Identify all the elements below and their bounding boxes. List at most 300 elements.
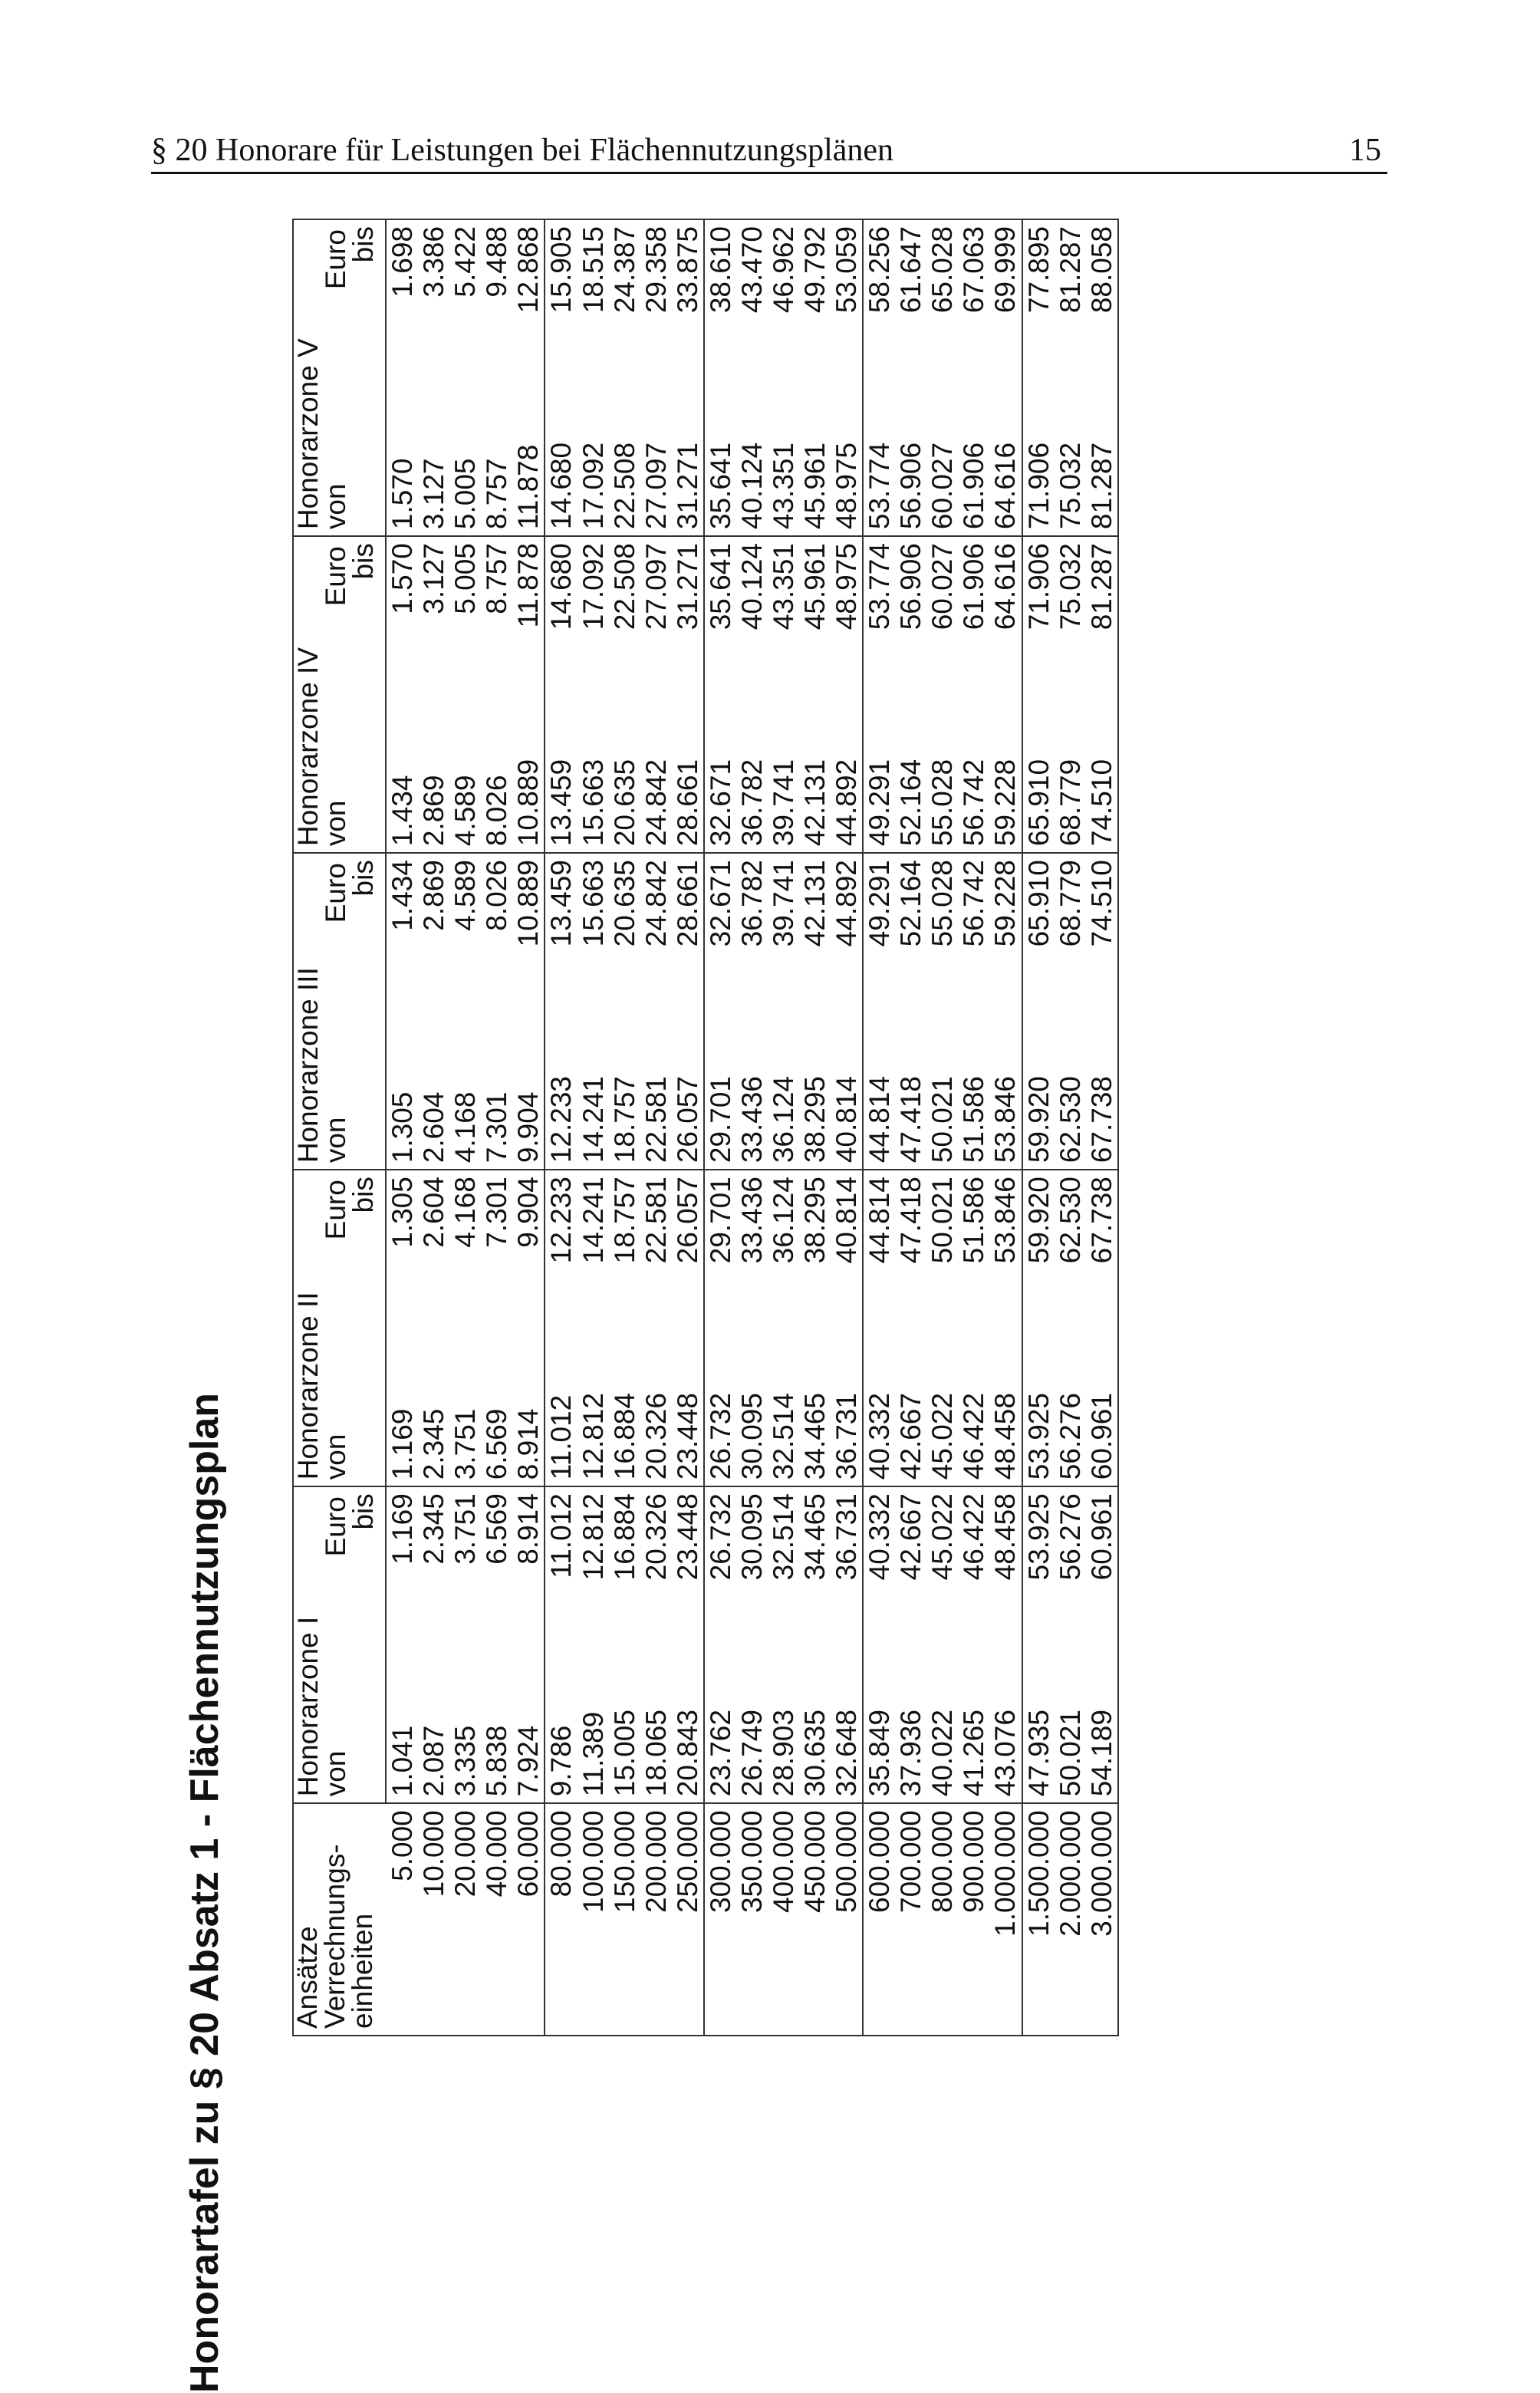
von-cell: 47.418 [895,1012,926,1170]
bis-cell: 64.616 [989,543,1022,630]
bis-cell: 36.731 [831,1493,863,1581]
bis-cell: 60.027 [926,543,959,630]
fee-table-rotated [292,219,1119,2036]
bis-cell: 60.961 [1086,1486,1118,1645]
von-cell: 1.434 [386,695,418,854]
bis-cell: 6.569 [481,1493,513,1565]
von-cell: 51.586 [958,1012,989,1170]
bis-cell: 53.774 [863,536,895,695]
von-cell: 24.842 [640,695,672,854]
bis-cell: 44.814 [863,1170,895,1328]
ansatz-cell: 300.000 [704,1803,736,2036]
von-cell: 4.168 [449,1012,481,1170]
bis-cell: 67.738 [1086,1170,1118,1328]
bis-header [322,1486,386,1645]
bis-cell: 8.757 [481,543,513,614]
von-cell: 29.701 [704,1012,736,1170]
von-cell: 71.906 [1022,378,1055,537]
bis-cell: 38.295 [798,1177,831,1264]
von-cell: 43.076 [989,1645,1022,1804]
bis-cell: 3.386 [418,226,450,298]
bis-cell: 29.358 [640,226,672,314]
ansatz-cell: 5.000 [386,1803,418,2036]
bis-cell: 39.741 [767,860,799,947]
von-cell: 2.087 [418,1645,449,1804]
bis-cell: 10.889 [512,860,545,947]
bis-cell: 48.458 [989,1493,1022,1581]
von-cell: 5.838 [481,1645,512,1804]
bis-cell: 43.470 [735,226,768,314]
ansatz-cell: 800.000 [926,1803,958,2036]
von-cell: 44.814 [863,1012,895,1170]
bis-cell: 65.028 [926,226,959,314]
von-cell: 40.332 [863,1328,895,1487]
table-row [640,219,672,2036]
euro-label: Euro [320,863,351,923]
von-cell: 43.351 [768,378,799,537]
table-row [863,219,895,2036]
bis-label: bis [347,860,379,897]
von-cell: 60.027 [926,378,958,537]
ansatz-cell: 350.000 [736,1803,768,2036]
bis-cell: 26.057 [671,1177,703,1264]
bis-cell: 56.742 [958,860,990,947]
von-cell: 3.127 [418,378,449,537]
ansatz-cell: 400.000 [768,1803,799,2036]
von-cell: 39.741 [768,695,799,854]
von-cell: 2.869 [418,695,449,854]
bis-cell: 45.961 [798,543,831,630]
bis-cell: 46.422 [958,1493,990,1581]
bis-cell: 7.301 [481,1177,513,1248]
von-cell: 36.782 [736,695,768,854]
von-cell: 7.301 [481,1012,512,1170]
von-cell: 56.276 [1055,1328,1086,1487]
bis-cell: 2.345 [418,1493,450,1565]
bis-cell: 12.233 [545,1170,577,1328]
bis-cell: 20.326 [640,1493,672,1581]
bis-cell: 47.418 [895,1177,927,1264]
table-row [418,219,449,2036]
von-label: von [320,483,351,530]
von-cell: 12.812 [578,1328,609,1487]
von-header [322,695,386,854]
bis-cell: 3.751 [449,1493,482,1565]
corner-label [293,1803,386,2036]
von-cell: 32.648 [831,1645,863,1804]
bis-cell: 14.680 [545,536,577,695]
running-header [151,129,1387,174]
von-cell: 36.124 [768,1012,799,1170]
von-cell: 1.169 [386,1328,418,1487]
bis-cell: 33.436 [735,1177,768,1264]
von-label: von [320,1433,351,1480]
table-row [831,219,863,2036]
ansatz-cell: 150.000 [609,1803,640,2036]
bis-cell: 81.287 [1054,226,1086,314]
bis-cell: 42.667 [895,1493,927,1581]
page-number: 15 [1349,133,1381,168]
von-cell: 56.742 [958,695,989,854]
von-cell: 23.762 [704,1645,736,1804]
bis-cell: 28.661 [671,860,703,947]
ansatz-cell: 500.000 [831,1803,863,2036]
table-row [386,219,418,2036]
von-cell: 16.884 [609,1328,640,1487]
bis-cell: 3.127 [418,543,450,614]
bis-cell: 8.026 [481,860,513,931]
von-cell: 8.914 [512,1328,545,1487]
von-label: von [320,1750,351,1797]
table-row [449,219,481,2036]
von-cell: 22.581 [640,1012,672,1170]
ansatz-cell: 20.000 [449,1803,481,2036]
von-cell: 46.422 [958,1328,989,1487]
bis-cell: 53.846 [989,1177,1022,1264]
bis-cell: 33.875 [671,226,703,314]
table-row [1022,219,1055,2036]
table-row [704,219,736,2036]
ansatz-cell: 3.000.000 [1086,1803,1118,2036]
von-cell: 65.910 [1022,695,1055,854]
bis-cell: 5.422 [449,226,482,298]
bis-cell: 35.641 [704,536,736,695]
von-cell: 3.751 [449,1328,481,1487]
bis-cell: 40.814 [831,1177,863,1264]
ansatz-cell: 1.000.000 [989,1803,1022,2036]
ansatz-cell: 60.000 [512,1803,545,2036]
bis-cell: 61.906 [958,543,990,630]
von-cell: 48.458 [989,1328,1022,1487]
bis-cell: 20.635 [608,860,640,947]
bis-cell: 22.508 [608,543,640,630]
von-cell: 26.749 [736,1645,768,1804]
bis-cell: 15.663 [577,860,609,947]
von-header [322,1645,386,1804]
von-cell: 32.514 [768,1328,799,1487]
header-row-sub [322,219,386,2036]
ansatz-cell: 1.500.000 [1022,1803,1055,2036]
bis-cell: 49.291 [863,853,895,1012]
von-cell: 8.026 [481,695,512,854]
von-cell: 11.878 [512,378,545,537]
bis-cell: 52.164 [895,860,927,947]
von-cell: 6.569 [481,1328,512,1487]
bis-cell: 11.012 [545,1486,577,1645]
table-row [799,219,831,2036]
von-cell: 20.635 [609,695,640,854]
von-cell: 1.305 [386,1012,418,1170]
table-row [609,219,640,2036]
bis-cell: 81.287 [1086,536,1118,695]
bis-cell: 17.092 [577,543,609,630]
bis-cell: 58.256 [863,219,895,378]
corner-label-line: Ansätze [291,1926,323,2029]
bis-cell: 34.465 [798,1493,831,1581]
von-cell: 31.271 [672,378,704,537]
bis-cell: 15.905 [545,219,577,378]
bis-cell: 31.271 [671,543,703,630]
bis-cell: 12.812 [577,1493,609,1581]
table-row [481,219,512,2036]
von-cell: 52.164 [895,695,926,854]
von-cell: 18.757 [609,1012,640,1170]
ansatz-cell: 700.000 [895,1803,926,2036]
von-cell: 62.530 [1055,1012,1086,1170]
table-row [1055,219,1086,2036]
von-cell: 53.925 [1022,1328,1055,1487]
ansatz-cell: 450.000 [799,1803,831,2036]
von-header [322,1012,386,1170]
von-cell: 15.663 [578,695,609,854]
bis-cell: 56.906 [895,543,927,630]
von-cell: 14.241 [578,1012,609,1170]
von-cell: 49.291 [863,695,895,854]
von-cell: 44.892 [831,695,863,854]
von-cell: 53.846 [989,1012,1022,1170]
bis-header [322,536,386,695]
ansatz-cell: 10.000 [418,1803,449,2036]
von-cell: 50.021 [926,1012,958,1170]
von-cell: 12.233 [545,1012,577,1170]
von-cell: 60.961 [1086,1328,1118,1487]
von-cell: 26.732 [704,1328,736,1487]
von-cell: 18.065 [640,1645,672,1804]
ansatz-cell: 100.000 [578,1803,609,2036]
von-cell: 22.508 [609,378,640,537]
bis-cell: 18.515 [577,226,609,314]
von-cell: 54.189 [1086,1645,1118,1804]
bis-cell: 16.884 [608,1493,640,1581]
von-cell: 8.757 [481,378,512,537]
bis-cell: 2.869 [418,860,450,931]
zone-header: Honorarzone V [293,219,322,536]
bis-cell: 71.906 [1022,536,1055,695]
bis-cell: 67.063 [958,226,990,314]
von-cell: 42.131 [799,695,831,854]
bis-header [322,219,386,378]
von-cell: 50.021 [1055,1645,1086,1804]
von-cell: 17.092 [578,378,609,537]
bis-cell: 1.305 [387,1177,419,1248]
table-row [736,219,768,2036]
bis-cell: 61.647 [895,226,927,314]
von-cell: 36.731 [831,1328,863,1487]
page-title: Honorartafel zu § 20 Absatz 1 - Flächennutzungsplan [183,1392,227,2393]
bis-cell: 38.610 [704,219,736,378]
bis-label: bis [347,1177,379,1213]
ansatz-cell: 200.000 [640,1803,672,2036]
bis-cell: 5.005 [449,543,482,614]
ansatz-cell: 80.000 [545,1803,577,2036]
von-cell: 42.667 [895,1328,926,1487]
table-row [768,219,799,2036]
von-cell: 13.459 [545,695,577,854]
euro-label: Euro [320,546,351,607]
bis-label: bis [347,1493,379,1530]
von-label: von [320,1117,351,1164]
von-cell: 3.335 [449,1645,481,1804]
ansatz-cell: 900.000 [958,1803,989,2036]
von-cell: 32.671 [704,695,736,854]
bis-cell: 1.434 [387,860,419,931]
bis-cell: 75.032 [1054,543,1086,630]
von-cell: 40.124 [736,378,768,537]
von-cell: 41.265 [958,1645,989,1804]
bis-cell: 77.895 [1022,219,1055,378]
von-label: von [320,800,351,847]
von-cell: 64.616 [989,378,1022,537]
von-cell: 9.786 [545,1645,577,1804]
von-cell: 20.326 [640,1328,672,1487]
bis-cell: 40.124 [735,543,768,630]
bis-cell: 29.701 [704,1170,736,1328]
ansatz-cell: 40.000 [481,1803,512,2036]
von-header [322,1328,386,1487]
corner-label-line: einheiten [347,1913,378,2029]
bis-cell: 27.097 [640,543,672,630]
von-cell: 37.936 [895,1645,926,1804]
von-cell: 2.604 [418,1012,449,1170]
table-row [926,219,958,2036]
von-cell: 9.904 [512,1012,545,1170]
bis-cell: 8.914 [512,1493,545,1565]
von-cell: 48.975 [831,378,863,537]
bis-cell: 62.530 [1054,1177,1086,1264]
von-cell: 20.843 [672,1645,704,1804]
table-row [989,219,1022,2036]
bis-cell: 9.904 [512,1177,545,1248]
bis-cell: 12.868 [512,226,545,314]
von-cell: 59.228 [989,695,1022,854]
ansatz-cell: 250.000 [672,1803,704,2036]
von-cell: 45.022 [926,1328,958,1487]
bis-cell: 51.586 [958,1177,990,1264]
bis-cell: 49.792 [798,226,831,314]
bis-cell: 22.581 [640,1177,672,1264]
von-cell: 30.095 [736,1328,768,1487]
bis-cell: 1.698 [387,226,419,298]
header-row-zones [293,219,322,2036]
bis-cell: 23.448 [671,1493,703,1581]
von-cell: 10.889 [512,695,545,854]
von-cell: 35.641 [704,378,736,537]
von-cell: 5.005 [449,378,481,537]
bis-cell: 43.351 [767,543,799,630]
von-cell: 14.680 [545,378,577,537]
ansatz-cell: 2.000.000 [1055,1803,1086,2036]
von-cell: 26.057 [672,1012,704,1170]
table-row [512,219,545,2036]
bis-cell: 36.124 [767,1177,799,1264]
bis-cell: 2.604 [418,1177,450,1248]
bis-cell: 69.999 [989,226,1022,314]
bis-cell: 44.892 [831,860,863,947]
zone-header: Honorarzone I [293,1486,322,1803]
bis-cell: 40.332 [863,1486,895,1645]
bis-cell: 42.131 [798,860,831,947]
bis-cell: 53.925 [1022,1486,1055,1645]
bis-cell: 45.022 [926,1493,959,1581]
von-cell: 40.814 [831,1012,863,1170]
von-cell: 59.920 [1022,1012,1055,1170]
von-cell: 35.849 [863,1645,895,1804]
bis-cell: 59.228 [989,860,1022,947]
bis-cell: 88.058 [1086,219,1118,378]
bis-cell: 30.095 [735,1493,768,1581]
bis-cell: 68.779 [1054,860,1086,947]
bis-cell: 18.757 [608,1177,640,1264]
von-cell: 28.903 [768,1645,799,1804]
von-cell: 4.589 [449,695,481,854]
bis-cell: 4.589 [449,860,482,931]
zone-header: Honorarzone III [293,853,322,1170]
ansatz-cell: 600.000 [863,1803,895,2036]
von-cell: 47.935 [1022,1645,1055,1804]
bis-cell: 50.021 [926,1177,959,1264]
bis-header [322,1170,386,1328]
euro-label: Euro [320,1496,351,1557]
bis-cell: 1.169 [387,1493,419,1565]
von-cell: 40.022 [926,1645,958,1804]
bis-cell: 53.059 [831,226,863,314]
table-row [958,219,989,2036]
bis-cell: 13.459 [545,853,577,1012]
von-cell: 81.287 [1086,378,1118,537]
euro-label: Euro [320,229,351,290]
bis-cell: 1.570 [387,543,419,614]
zone-header: Honorarzone IV [293,536,322,853]
von-cell: 45.961 [799,378,831,537]
von-cell: 61.906 [958,378,989,537]
bis-cell: 32.514 [767,1493,799,1581]
bis-cell: 46.962 [767,226,799,314]
bis-cell: 14.241 [577,1177,609,1264]
bis-cell: 9.488 [481,226,513,298]
section-title: § 20 Honorare für Leistungen bei Flächennutzungsplänen [151,133,894,168]
table-row [545,219,577,2036]
bis-cell: 24.842 [640,860,672,947]
bis-cell: 4.168 [449,1177,482,1248]
von-cell: 67.738 [1086,1012,1118,1170]
von-cell: 2.345 [418,1328,449,1487]
bis-cell: 48.975 [831,543,863,630]
von-cell: 38.295 [799,1012,831,1170]
corner-label-line: Verrechnungs- [319,1844,350,2029]
bis-cell: 56.276 [1054,1493,1086,1581]
zone-header: Honorarzone II [293,1170,322,1486]
bis-header [322,853,386,1012]
von-header [322,378,386,537]
von-cell: 15.005 [609,1645,640,1804]
von-cell: 56.906 [895,378,926,537]
bis-cell: 32.671 [704,853,736,1012]
von-cell: 23.448 [672,1328,704,1487]
von-cell: 74.510 [1086,695,1118,854]
table-row [895,219,926,2036]
bis-cell: 74.510 [1086,853,1118,1012]
bis-cell: 36.782 [735,860,768,947]
bis-cell: 26.732 [704,1486,736,1645]
bis-cell: 24.387 [608,226,640,314]
bis-cell: 59.920 [1022,1170,1055,1328]
table-row [578,219,609,2036]
von-cell: 33.436 [736,1012,768,1170]
bis-cell: 65.910 [1022,853,1055,1012]
von-cell: 34.465 [799,1328,831,1487]
euro-label: Euro [320,1180,351,1240]
von-cell: 27.097 [640,378,672,537]
